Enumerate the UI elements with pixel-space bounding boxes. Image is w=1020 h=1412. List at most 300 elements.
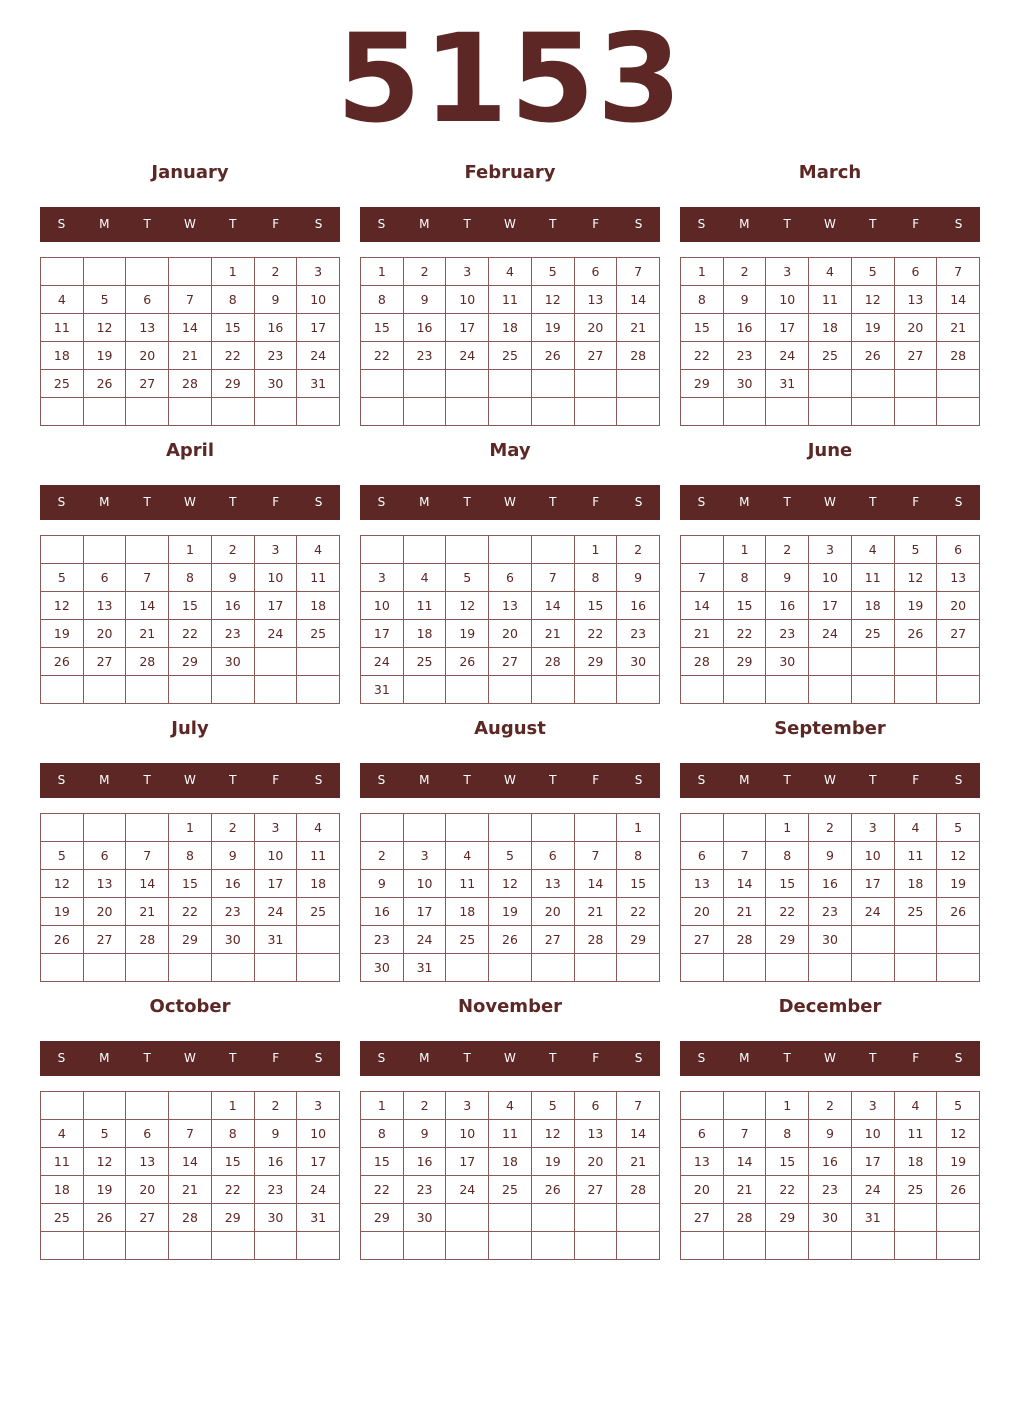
day-cell — [126, 1092, 169, 1120]
day-cell — [404, 1232, 447, 1260]
day-cell: 17 — [446, 1148, 489, 1176]
day-cell: 22 — [766, 898, 809, 926]
day-cell: 17 — [255, 870, 298, 898]
day-cell: 28 — [681, 648, 724, 676]
day-cell: 10 — [297, 1120, 340, 1148]
day-cell: 23 — [255, 1176, 298, 1204]
weekday-label: T — [549, 495, 557, 509]
weekday-label: S — [697, 495, 706, 509]
day-cell — [41, 536, 84, 564]
day-cell: 2 — [404, 258, 447, 286]
day-cell — [255, 954, 298, 982]
weekday-label: S — [954, 217, 963, 231]
day-cell: 19 — [532, 314, 575, 342]
weekday-label: M — [99, 1051, 110, 1065]
day-cell — [724, 1232, 767, 1260]
day-cell — [361, 814, 404, 842]
day-cell: 2 — [617, 536, 660, 564]
day-cell: 7 — [169, 286, 212, 314]
day-cell: 28 — [126, 926, 169, 954]
day-cell — [255, 1232, 298, 1260]
month-name: September — [774, 718, 886, 739]
day-cell: 20 — [84, 620, 127, 648]
day-cell — [84, 1092, 127, 1120]
day-cell: 11 — [489, 286, 532, 314]
day-cell: 16 — [809, 1148, 852, 1176]
day-cell: 9 — [255, 1120, 298, 1148]
day-cell: 13 — [895, 286, 938, 314]
day-cell: 17 — [361, 620, 404, 648]
weekday-label: S — [57, 773, 66, 787]
day-cell: 3 — [446, 1092, 489, 1120]
day-cell: 27 — [84, 926, 127, 954]
day-cell: 6 — [126, 1120, 169, 1148]
day-cell: 19 — [532, 1148, 575, 1176]
day-grid — [40, 535, 340, 704]
day-cell: 12 — [937, 1120, 980, 1148]
day-cell: 9 — [809, 1120, 852, 1148]
weekday-label: T — [229, 1051, 237, 1065]
weekday-label: F — [592, 495, 600, 509]
weekday-label: T — [549, 1051, 557, 1065]
day-grid — [680, 1091, 980, 1260]
day-cell: 22 — [361, 1176, 404, 1204]
day-cell: 19 — [41, 620, 84, 648]
day-cell: 30 — [361, 954, 404, 982]
weekday-label: S — [314, 495, 323, 509]
weekday-label: T — [463, 217, 471, 231]
weekday-label: M — [419, 217, 430, 231]
day-cell: 3 — [297, 1092, 340, 1120]
weekday-label: S — [314, 773, 323, 787]
day-cell: 11 — [41, 314, 84, 342]
month-name: February — [464, 162, 556, 183]
day-cell: 24 — [446, 342, 489, 370]
day-cell: 29 — [681, 370, 724, 398]
day-cell — [895, 1232, 938, 1260]
day-cell: 16 — [404, 314, 447, 342]
day-cell: 29 — [617, 926, 660, 954]
day-cell: 16 — [255, 314, 298, 342]
month-october — [40, 984, 340, 1262]
day-cell: 1 — [766, 814, 809, 842]
day-cell: 22 — [361, 342, 404, 370]
month-april — [40, 428, 340, 706]
day-cell: 21 — [724, 1176, 767, 1204]
day-cell — [724, 1092, 767, 1120]
weekday-label: M — [739, 1051, 750, 1065]
day-cell: 24 — [446, 1176, 489, 1204]
day-cell: 11 — [489, 1120, 532, 1148]
day-cell — [895, 676, 938, 704]
day-cell: 12 — [446, 592, 489, 620]
day-cell: 1 — [212, 258, 255, 286]
month-september — [680, 706, 980, 984]
day-cell: 9 — [617, 564, 660, 592]
day-cell: 25 — [489, 1176, 532, 1204]
day-cell: 28 — [724, 1204, 767, 1232]
day-cell: 28 — [169, 370, 212, 398]
day-cell: 24 — [809, 620, 852, 648]
day-cell: 11 — [895, 842, 938, 870]
day-cell: 5 — [84, 286, 127, 314]
day-cell: 4 — [446, 842, 489, 870]
day-cell: 9 — [212, 564, 255, 592]
day-cell: 12 — [41, 870, 84, 898]
day-cell: 10 — [255, 842, 298, 870]
day-cell: 14 — [724, 870, 767, 898]
day-cell: 12 — [41, 592, 84, 620]
day-cell: 19 — [937, 870, 980, 898]
day-cell: 22 — [212, 342, 255, 370]
day-cell: 15 — [575, 592, 618, 620]
day-cell: 30 — [617, 648, 660, 676]
day-cell — [169, 1232, 212, 1260]
day-cell — [126, 536, 169, 564]
day-cell: 31 — [361, 676, 404, 704]
day-cell — [255, 398, 298, 426]
day-cell: 11 — [297, 842, 340, 870]
day-cell: 15 — [766, 870, 809, 898]
day-cell: 10 — [446, 286, 489, 314]
day-cell — [937, 370, 980, 398]
day-cell — [575, 1204, 618, 1232]
day-cell: 19 — [446, 620, 489, 648]
day-cell: 13 — [575, 1120, 618, 1148]
day-cell: 25 — [404, 648, 447, 676]
day-cell: 14 — [575, 870, 618, 898]
day-cell: 24 — [852, 898, 895, 926]
day-cell — [41, 258, 84, 286]
day-cell: 30 — [809, 1204, 852, 1232]
weekday-label: S — [954, 1051, 963, 1065]
day-cell: 21 — [937, 314, 980, 342]
day-cell: 19 — [852, 314, 895, 342]
weekday-label: T — [143, 217, 151, 231]
day-cell: 14 — [681, 592, 724, 620]
day-cell: 4 — [895, 1092, 938, 1120]
day-cell — [297, 676, 340, 704]
day-cell: 29 — [212, 1204, 255, 1232]
day-cell: 14 — [126, 870, 169, 898]
day-cell: 30 — [212, 648, 255, 676]
day-cell — [446, 398, 489, 426]
day-cell — [297, 398, 340, 426]
day-cell: 15 — [361, 314, 404, 342]
weekday-label: S — [697, 217, 706, 231]
day-cell: 29 — [169, 648, 212, 676]
day-cell: 2 — [361, 842, 404, 870]
day-cell: 23 — [361, 926, 404, 954]
day-cell — [681, 676, 724, 704]
day-cell: 1 — [212, 1092, 255, 1120]
weekday-label: F — [272, 1051, 280, 1065]
day-cell: 26 — [937, 1176, 980, 1204]
day-cell: 16 — [617, 592, 660, 620]
day-cell: 23 — [404, 1176, 447, 1204]
day-cell: 19 — [84, 342, 127, 370]
day-cell: 30 — [766, 648, 809, 676]
day-cell: 21 — [532, 620, 575, 648]
day-cell: 16 — [809, 870, 852, 898]
month-november — [360, 984, 660, 1262]
day-cell: 24 — [361, 648, 404, 676]
day-cell: 5 — [852, 258, 895, 286]
month-name: August — [474, 718, 546, 739]
day-cell — [809, 676, 852, 704]
day-cell: 16 — [361, 898, 404, 926]
day-cell — [937, 954, 980, 982]
day-cell: 26 — [41, 648, 84, 676]
day-cell: 21 — [169, 1176, 212, 1204]
day-cell: 10 — [297, 286, 340, 314]
day-cell: 14 — [532, 592, 575, 620]
weekday-label: T — [463, 495, 471, 509]
day-cell: 29 — [766, 1204, 809, 1232]
weekday-header — [680, 485, 980, 520]
day-cell: 25 — [41, 370, 84, 398]
day-cell: 18 — [489, 1148, 532, 1176]
day-cell: 18 — [404, 620, 447, 648]
day-cell — [724, 814, 767, 842]
day-cell — [169, 954, 212, 982]
weekday-label: T — [143, 1051, 151, 1065]
day-cell — [852, 676, 895, 704]
day-cell: 11 — [809, 286, 852, 314]
day-cell: 24 — [255, 898, 298, 926]
day-cell: 11 — [404, 592, 447, 620]
day-cell: 16 — [212, 870, 255, 898]
day-cell — [126, 1232, 169, 1260]
day-cell — [489, 536, 532, 564]
weekday-label: W — [504, 495, 516, 509]
weekday-label: W — [184, 1051, 196, 1065]
weekday-label: S — [634, 217, 643, 231]
day-cell: 7 — [126, 842, 169, 870]
day-cell: 15 — [212, 1148, 255, 1176]
day-cell: 11 — [895, 1120, 938, 1148]
day-cell: 21 — [681, 620, 724, 648]
day-cell — [404, 536, 447, 564]
day-cell: 31 — [255, 926, 298, 954]
day-cell: 20 — [937, 592, 980, 620]
weekday-label: M — [419, 495, 430, 509]
day-cell: 10 — [766, 286, 809, 314]
month-june — [680, 428, 980, 706]
weekday-label: S — [697, 1051, 706, 1065]
day-cell: 27 — [532, 926, 575, 954]
weekday-label: S — [377, 495, 386, 509]
weekday-label: S — [377, 773, 386, 787]
day-cell: 8 — [617, 842, 660, 870]
day-cell: 26 — [41, 926, 84, 954]
day-cell: 15 — [169, 592, 212, 620]
day-cell: 22 — [617, 898, 660, 926]
day-cell — [681, 1092, 724, 1120]
day-cell — [446, 536, 489, 564]
weekday-label: T — [869, 217, 877, 231]
day-cell: 13 — [126, 314, 169, 342]
day-cell: 22 — [169, 898, 212, 926]
day-cell — [126, 258, 169, 286]
day-cell — [532, 1232, 575, 1260]
day-cell: 14 — [937, 286, 980, 314]
day-cell — [809, 398, 852, 426]
day-cell — [895, 648, 938, 676]
day-cell: 16 — [724, 314, 767, 342]
day-cell: 18 — [297, 870, 340, 898]
day-cell: 12 — [895, 564, 938, 592]
day-cell: 8 — [212, 286, 255, 314]
day-cell: 8 — [212, 1120, 255, 1148]
day-cell — [937, 1232, 980, 1260]
day-cell: 4 — [489, 258, 532, 286]
day-cell: 28 — [617, 342, 660, 370]
day-cell: 8 — [361, 1120, 404, 1148]
day-cell: 4 — [895, 814, 938, 842]
day-cell: 8 — [169, 842, 212, 870]
weekday-label: W — [184, 773, 196, 787]
day-cell — [575, 398, 618, 426]
day-cell: 5 — [532, 1092, 575, 1120]
day-cell — [212, 954, 255, 982]
day-cell — [532, 370, 575, 398]
day-cell: 14 — [617, 1120, 660, 1148]
day-cell — [489, 954, 532, 982]
day-cell — [126, 676, 169, 704]
day-cell — [446, 676, 489, 704]
day-cell: 2 — [212, 814, 255, 842]
day-cell: 23 — [809, 898, 852, 926]
day-cell: 21 — [575, 898, 618, 926]
day-cell — [212, 676, 255, 704]
month-march — [680, 150, 980, 428]
day-cell: 17 — [852, 870, 895, 898]
day-cell: 23 — [212, 898, 255, 926]
day-cell: 15 — [361, 1148, 404, 1176]
day-cell: 18 — [895, 870, 938, 898]
day-cell: 2 — [212, 536, 255, 564]
day-cell: 30 — [809, 926, 852, 954]
month-name: January — [151, 162, 229, 183]
weekday-header — [680, 763, 980, 798]
weekday-label: W — [504, 773, 516, 787]
day-cell: 7 — [169, 1120, 212, 1148]
day-cell — [575, 954, 618, 982]
day-cell: 31 — [297, 1204, 340, 1232]
day-cell: 22 — [575, 620, 618, 648]
day-cell — [212, 398, 255, 426]
day-cell: 4 — [852, 536, 895, 564]
month-december — [680, 984, 980, 1262]
weekday-header — [680, 1041, 980, 1076]
day-cell: 15 — [724, 592, 767, 620]
day-cell — [446, 370, 489, 398]
day-cell: 10 — [446, 1120, 489, 1148]
day-grid — [360, 813, 660, 982]
day-cell — [297, 954, 340, 982]
day-cell — [852, 926, 895, 954]
day-cell: 29 — [212, 370, 255, 398]
weekday-label: W — [824, 1051, 836, 1065]
day-cell: 15 — [169, 870, 212, 898]
day-cell — [617, 398, 660, 426]
day-cell: 12 — [532, 1120, 575, 1148]
day-cell: 26 — [532, 342, 575, 370]
day-cell: 17 — [297, 1148, 340, 1176]
weekday-label: S — [954, 495, 963, 509]
day-cell: 30 — [724, 370, 767, 398]
day-cell — [681, 536, 724, 564]
day-cell — [404, 398, 447, 426]
weekday-header — [360, 1041, 660, 1076]
day-cell: 21 — [169, 342, 212, 370]
day-grid — [680, 535, 980, 704]
day-cell: 14 — [617, 286, 660, 314]
day-cell: 20 — [681, 898, 724, 926]
day-cell: 29 — [169, 926, 212, 954]
day-cell — [361, 536, 404, 564]
day-cell: 29 — [575, 648, 618, 676]
day-cell — [575, 814, 618, 842]
day-cell: 10 — [361, 592, 404, 620]
day-cell — [895, 954, 938, 982]
day-cell: 6 — [575, 1092, 618, 1120]
day-cell — [937, 676, 980, 704]
day-cell: 5 — [41, 564, 84, 592]
weekday-header — [360, 207, 660, 242]
day-cell: 20 — [84, 898, 127, 926]
day-cell: 14 — [126, 592, 169, 620]
day-cell: 6 — [895, 258, 938, 286]
month-name: November — [457, 996, 563, 1017]
day-cell: 9 — [724, 286, 767, 314]
day-cell: 1 — [617, 814, 660, 842]
day-cell: 22 — [766, 1176, 809, 1204]
day-cell — [255, 648, 298, 676]
day-cell: 30 — [255, 1204, 298, 1232]
weekday-label: F — [912, 1051, 920, 1065]
day-cell: 31 — [297, 370, 340, 398]
day-cell — [852, 398, 895, 426]
day-cell: 5 — [84, 1120, 127, 1148]
day-cell — [489, 398, 532, 426]
day-cell: 9 — [212, 842, 255, 870]
day-cell: 19 — [489, 898, 532, 926]
day-cell — [126, 814, 169, 842]
day-cell: 6 — [575, 258, 618, 286]
day-cell: 6 — [489, 564, 532, 592]
weekday-label: T — [869, 773, 877, 787]
weekday-label: W — [184, 217, 196, 231]
day-cell: 21 — [126, 898, 169, 926]
day-cell: 27 — [489, 648, 532, 676]
day-cell: 17 — [297, 314, 340, 342]
day-cell: 14 — [724, 1148, 767, 1176]
day-cell: 6 — [681, 1120, 724, 1148]
day-cell: 30 — [404, 1204, 447, 1232]
day-cell: 22 — [681, 342, 724, 370]
day-cell: 31 — [766, 370, 809, 398]
day-cell — [532, 814, 575, 842]
day-cell — [489, 676, 532, 704]
weekday-header — [360, 485, 660, 520]
day-cell: 13 — [575, 286, 618, 314]
day-cell — [575, 370, 618, 398]
day-cell — [446, 1204, 489, 1232]
month-august — [360, 706, 660, 984]
weekday-label: F — [912, 495, 920, 509]
